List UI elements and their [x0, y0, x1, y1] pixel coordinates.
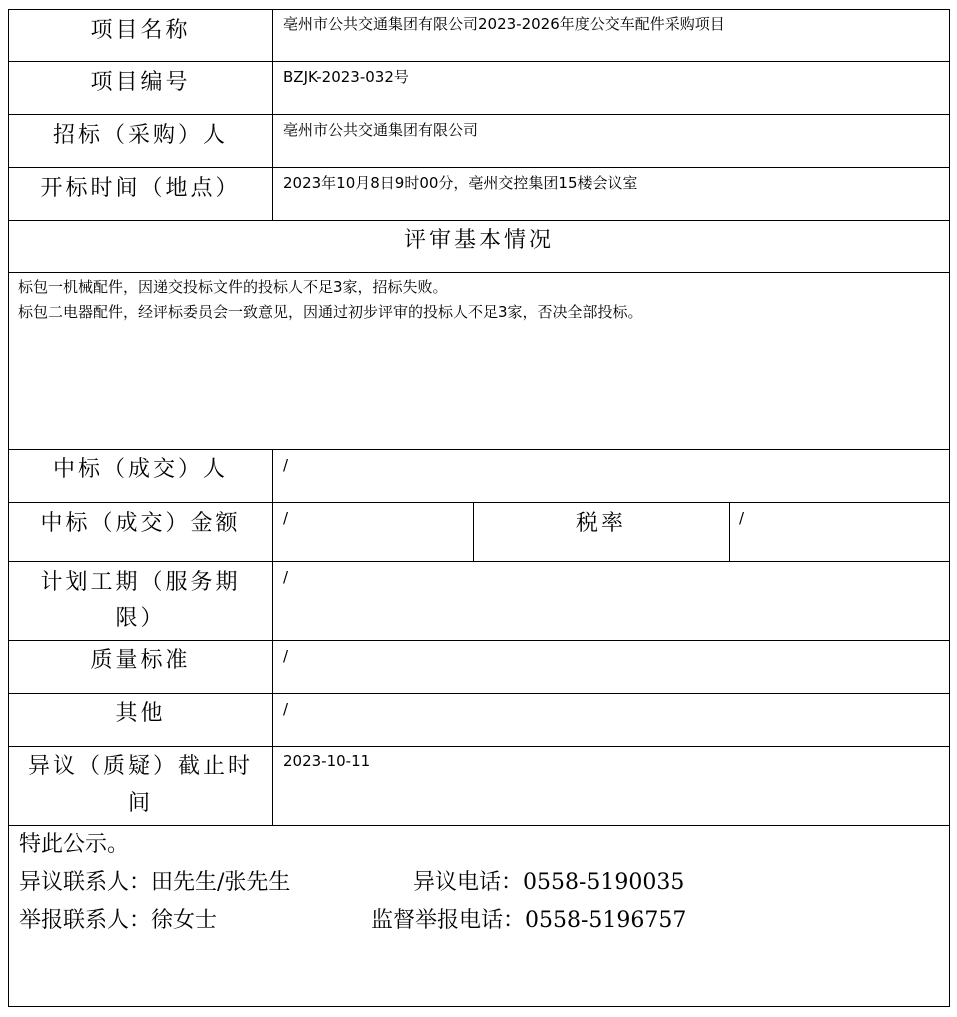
bid-opening-label: 开标时间（地点） — [40, 176, 241, 201]
objection-contact: 异议联系人：田先生/张先生 — [19, 870, 291, 895]
objection-deadline-value: 2023-10-11 — [283, 752, 371, 770]
row-divider — [9, 449, 949, 450]
column-divider — [729, 503, 730, 562]
schedule-label-line2: 限） — [115, 606, 166, 631]
review-line-2: 标包二电器配件，经评标委员会一致意见，因通过初步评审的投标人不足3家，否决全部投标。 — [18, 303, 643, 321]
row-divider — [9, 272, 949, 273]
tax-rate-label: 税率 — [575, 511, 626, 536]
tenderer-value: 亳州市公共交通集团有限公司 — [283, 121, 479, 139]
other-label: 其他 — [115, 701, 166, 726]
row-divider — [9, 167, 949, 168]
schedule-value: / — [283, 568, 289, 586]
notice-heading: 特此公示。 — [19, 832, 130, 857]
amount-value: / — [283, 509, 289, 527]
review-section-title: 评审基本情况 — [403, 228, 554, 253]
schedule-label-line1: 计划工期（服务期 — [40, 570, 241, 595]
review-line-1: 标包一机械配件，因递交投标文件的投标人不足3家，招标失败。 — [18, 278, 448, 296]
row-divider — [9, 693, 949, 694]
column-divider — [272, 450, 273, 826]
row-divider — [9, 561, 949, 562]
project-name-value: 亳州市公共交通集团有限公司2023-2026年度公交车配件采购项目 — [283, 15, 725, 33]
tenderer-label: 招标（采购）人 — [52, 123, 228, 148]
amount-label: 中标（成交）金额 — [40, 511, 241, 536]
winner-value: / — [283, 456, 289, 474]
report-contact: 举报联系人：徐女士 — [19, 908, 218, 933]
objection-deadline-label-line2: 间 — [127, 791, 153, 816]
other-value: / — [283, 700, 289, 718]
project-name-label: 项目名称 — [90, 18, 191, 43]
row-divider — [9, 640, 949, 641]
winner-label: 中标（成交）人 — [52, 457, 228, 482]
row-divider — [9, 114, 949, 115]
quality-value: / — [283, 647, 289, 665]
row-divider — [9, 61, 949, 62]
quality-label: 质量标准 — [90, 648, 191, 673]
objection-deadline-label-line1: 异议（质疑）截止时 — [27, 754, 253, 779]
project-number-label: 项目编号 — [90, 70, 191, 95]
row-divider — [9, 825, 949, 826]
row-divider — [9, 746, 949, 747]
project-number-value: BZJK-2023-032号 — [283, 68, 409, 86]
tax-rate-value: / — [739, 509, 745, 527]
row-divider — [9, 502, 949, 503]
column-divider — [272, 10, 273, 221]
objection-phone: 异议电话：0558-5190035 — [413, 870, 685, 895]
announcement-table — [8, 9, 950, 1007]
row-divider — [9, 220, 949, 221]
bid-opening-value: 2023年10月8日9时00分，亳州交控集团15楼会议室 — [283, 174, 638, 192]
report-phone: 监督举报电话：0558-5196757 — [371, 908, 687, 933]
